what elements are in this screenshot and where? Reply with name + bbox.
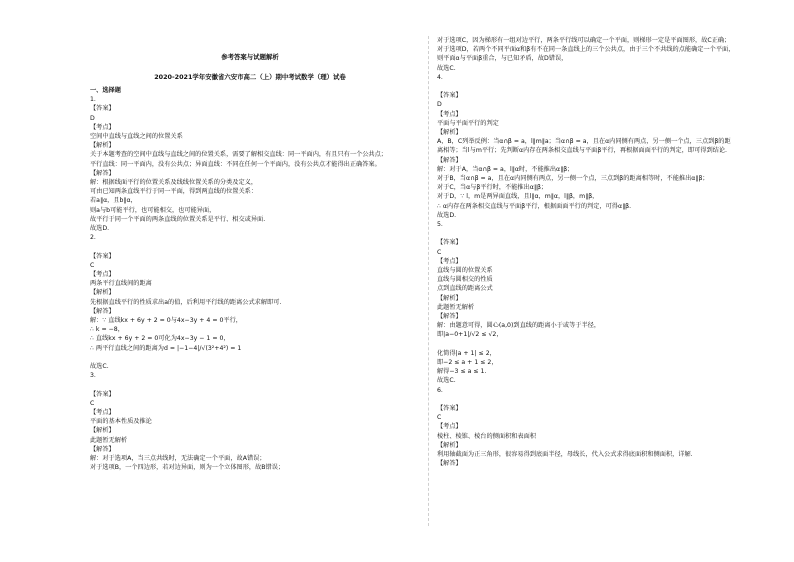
- text-line: 点到直线的距离公式: [437, 285, 493, 293]
- text-line: 化简得|a + 1| ≤ 2，: [437, 349, 496, 357]
- text-line: 关于本题考查的空间中直线与直线之间的位置关系，需要了解相交直线：同一平面内，有且只有一个公共点；: [90, 151, 387, 159]
- text-line: D: [90, 114, 95, 122]
- text-line: C: [437, 414, 442, 422]
- text-line: 直线与圆相交的性质: [437, 276, 493, 284]
- text-line: 【解答】: [90, 307, 115, 315]
- text-line: [437, 82, 767, 91]
- text-line: 即|a−0+1|/√2 ≤ √2，: [437, 331, 503, 339]
- text-line: 【考点】: [437, 110, 462, 118]
- text-line: 5.: [437, 221, 443, 229]
- text-line: 【考点】: [90, 409, 115, 417]
- text-line: A，B，C列举反例：当α∩β = a，l∥m∥a；当α∩β = a，且在α内同侧有两点，另一侧一个点，三点到β的距: [437, 138, 731, 146]
- text-line: 解：对于选项A，当三点共线时，无法确定一个平面，故A错误；: [90, 455, 266, 463]
- text-line: 故选C.: [90, 363, 109, 371]
- text-line: 平行直线：同一平面内，没有公共点；异面直线：不同在任何一个平面内，没有公共点才能得出正确答案。: [90, 160, 381, 168]
- text-line: 解：∵ 直线kx + 6y + 2 = 0与4x−3y + 4 = 0平行，: [90, 317, 242, 325]
- text-line: C: [90, 261, 95, 269]
- text-line: 故选C.: [437, 377, 456, 385]
- text-line: 故选C.: [437, 64, 456, 72]
- text-line: 【解答】: [437, 460, 462, 468]
- text-line: 对于选项D，若两个不同平面α和β有不在同一条直线上的三个公共点，由于三个不共线的点能确定一个平面，: [437, 46, 735, 54]
- text-line: ∴ k = −8，: [90, 326, 124, 334]
- text-line: [437, 229, 767, 238]
- text-line: 解：由题意可得，圆心(a,0)到直线的距离小于或等于半径，: [437, 322, 601, 330]
- text-line: 故选D.: [90, 225, 110, 233]
- text-line: 【解析】: [437, 129, 462, 137]
- text-line: D: [437, 101, 442, 109]
- text-line: ∴ 两平行直线之间的距离为d = |−1−4|/√(3²+4²) = 1: [90, 344, 242, 352]
- text-line: 6.: [437, 386, 443, 394]
- text-line: [437, 395, 767, 404]
- right-column: [437, 36, 767, 468]
- text-line: 【答案】: [437, 92, 462, 100]
- text-line: 空间中直线与直线之间的位置关系: [90, 133, 183, 141]
- text-line: [90, 353, 410, 362]
- text-line: 即−2 ≤ a + 1 ≤ 2，: [437, 359, 498, 367]
- text-line: 对于D，∵ l，m是两异面直线，且l∥α，m∥α，l∥β，m∥β，: [437, 193, 599, 201]
- text-line: 直线与圆的位置关系: [437, 267, 493, 275]
- text-line: 【考点】: [437, 257, 462, 265]
- text-line: 平面与平面平行的判定: [437, 119, 499, 127]
- text-line: 则平面α与平面β重合，与已知矛盾，故D错误，: [437, 55, 568, 63]
- document-title: 参考答案与试题解析: [221, 53, 279, 61]
- text-line: 此题暂无解析: [437, 303, 475, 311]
- column-divider: [428, 36, 429, 526]
- text-line: 【答案】: [90, 252, 115, 260]
- text-line: 【答案】: [437, 405, 462, 413]
- text-line: [90, 380, 410, 389]
- text-line: 【解析】: [90, 289, 115, 297]
- text-line: C: [437, 248, 442, 256]
- text-line: 此题暂无解析: [90, 436, 128, 444]
- text-line: 【解答】: [437, 156, 462, 164]
- text-line: 平面的基本性质及推论: [90, 418, 152, 426]
- text-line: [437, 340, 767, 349]
- text-line: 【解析】: [437, 294, 462, 302]
- left-column-text: [90, 95, 410, 472]
- text-line: 【解答】: [90, 169, 115, 177]
- text-line: ∴ 直线kx + 6y + 2 = 0可化为4x−3y − 1 = 0，: [90, 335, 230, 343]
- text-line: 利用轴截面为正三角形，很容易得到底面半径，母线长，代入公式求得底面积和侧面积，详解.: [437, 451, 693, 459]
- text-line: 【解答】: [437, 313, 462, 321]
- text-line: 故平行于同一个平面的两条直线的位置关系是平行、相交或异面.: [90, 215, 266, 223]
- text-line: 【答案】: [437, 239, 462, 247]
- text-line: 【解析】: [90, 142, 115, 150]
- text-line: 解：对于A，当α∩β = a，l∥α时，不能推出α∥β；: [437, 165, 574, 173]
- text-line: 【考点】: [90, 123, 115, 131]
- left-column: [90, 52, 410, 472]
- text-line: 2.: [90, 234, 96, 242]
- document-subtitle: 2020-2021学年安徽省六安市高二（上）期中考试数学（理）试卷: [154, 73, 346, 81]
- text-line: 离相等；当l与m平行；先判断α内存在两条相交直线与平面β平行，再根据面面平行的判定，即可得到结论.: [437, 147, 727, 155]
- text-line: 【解析】: [437, 441, 462, 449]
- text-line: 故选D.: [437, 211, 457, 219]
- text-line: 4.: [437, 73, 443, 81]
- text-line: 棱柱、棱锥、棱台的侧面积和表面积: [437, 432, 536, 440]
- text-line: 对于选项C，因为梯形有一组对边平行，两条平行线可以确定一个平面，则梯形一定是平面图形，故C正确；: [437, 37, 731, 44]
- text-line: C: [90, 399, 95, 407]
- text-line: 【答案】: [90, 390, 115, 398]
- text-line: 【解析】: [90, 427, 115, 435]
- text-line: 可由已知两条直线平行于同一平面，得到两直线的位置关系：: [90, 188, 258, 196]
- text-line: 3.: [90, 372, 96, 380]
- text-line: 若a∥α，且b∥α，: [90, 197, 137, 205]
- right-column-text: [437, 36, 767, 468]
- text-line: 解：根据线面平行的位置关系及线线位置关系的分类及定义，: [90, 179, 258, 187]
- text-line: 【考点】: [437, 423, 462, 431]
- text-line: 先根据直线平行的性质求出a的值，后利用平行线的距离公式求解即可.: [90, 298, 282, 306]
- text-line: 对于B，当α∩β = a，且在α内同侧有两点，另一侧一个点，三点到β的距离相等时，不能推出α∥β；: [437, 175, 709, 183]
- text-line: ∴ α内存在两条相交直线与平面β平行，根据面面平行的判定，可得α∥β.: [437, 202, 632, 210]
- text-line: [90, 242, 410, 251]
- text-line: 解得−3 ≤ a ≤ 1.: [437, 368, 487, 376]
- text-line: 则a与b可能平行，也可能相交，也可能异面，: [90, 206, 216, 214]
- text-line: 【解答】: [90, 445, 115, 453]
- text-line: 两条平行直线间的距离: [90, 280, 152, 288]
- text-line: 对于选项B，一个四边形，若对边异面，则为一个立体图形，故B错误；: [90, 464, 285, 472]
- text-line: 【答案】: [90, 105, 115, 113]
- text-line: 对于C，当α与β平行时，不能推出α∥β；: [437, 184, 548, 192]
- text-line: 1.: [90, 96, 96, 104]
- text-line: 【考点】: [90, 271, 115, 279]
- section-heading: 一、选择题: [90, 87, 121, 94]
